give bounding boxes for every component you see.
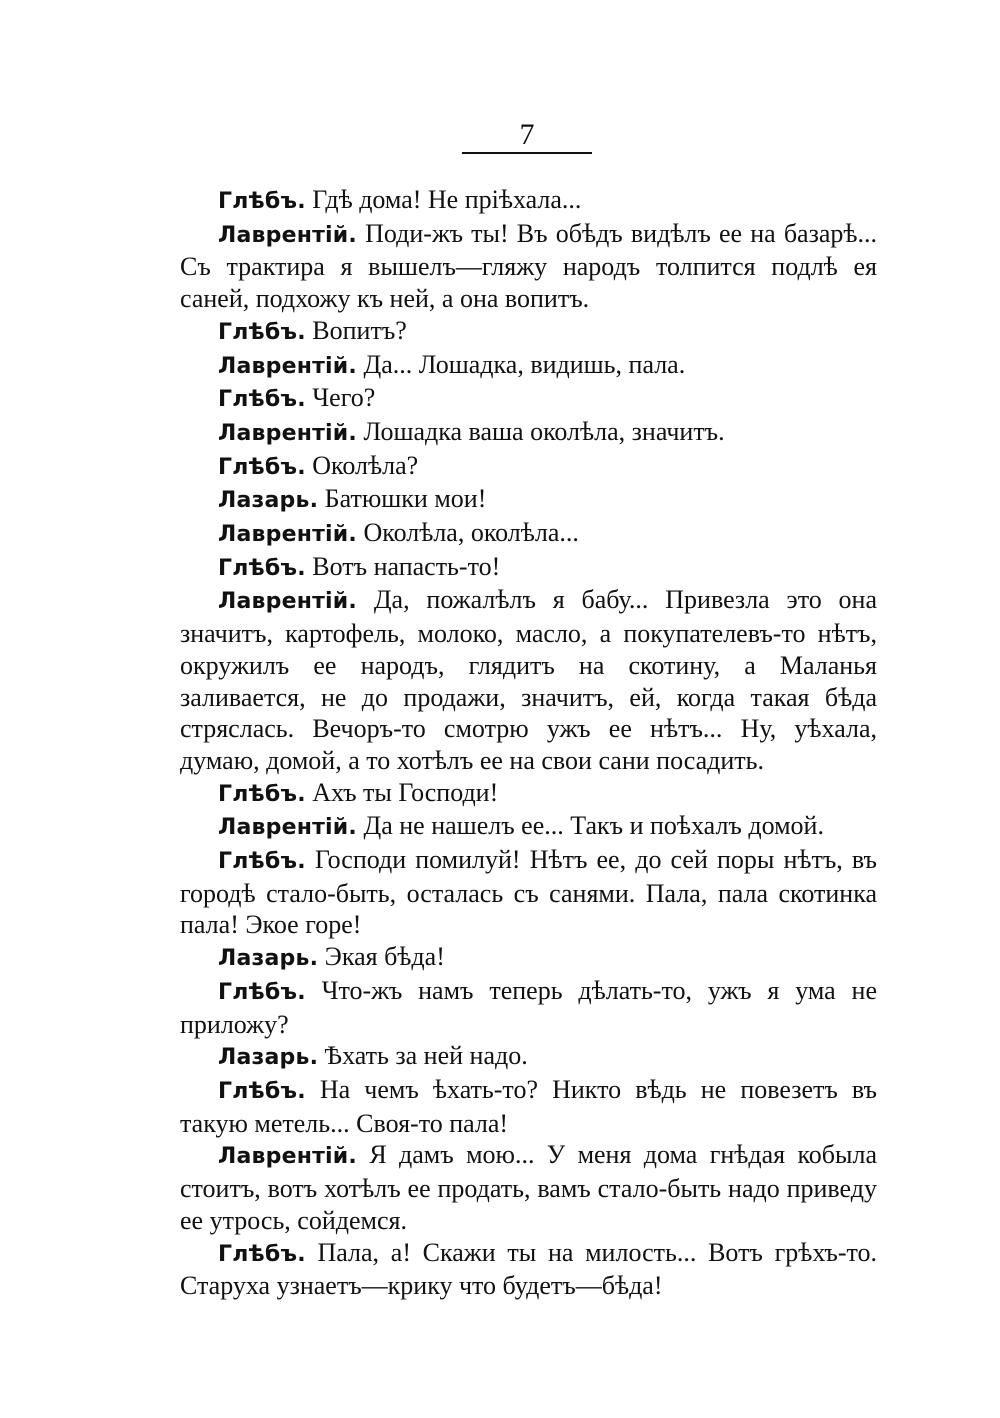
speaker-name: Лаврентій. — [218, 353, 357, 379]
line-text: Да не нашелъ ее... Такъ и поѣхалъ домой. — [363, 811, 824, 841]
line-text: Батюшки мои! — [324, 484, 487, 514]
line-text: Что-жъ намъ теперь дѣлать-то, ужъ я ума не приложу? — [180, 975, 878, 1039]
dialogue-line — [180, 483, 877, 517]
speaker-name: Глѣбъ. — [218, 1078, 306, 1104]
speaker-name: Глѣбъ. — [218, 189, 306, 214]
speaker-name: Глѣбъ. — [218, 979, 306, 1005]
line-text: Чего? — [312, 383, 376, 413]
line-text: Экая бѣда! — [324, 942, 445, 972]
line-text: На чемъ ѣхать-то? Никто вѣдь не повезетъ въ такую метель... Своя-то пала! — [180, 1074, 878, 1138]
dialogue-text — [180, 184, 877, 1302]
speaker-name: Глѣбъ. — [218, 319, 306, 345]
dialogue-line — [180, 584, 877, 776]
line-text: Ахъ ты Господи! — [312, 777, 499, 807]
speaker-name: Лаврентій. — [218, 1144, 357, 1170]
dialogue-line — [180, 218, 877, 315]
speaker-name: Глѣбъ. — [218, 555, 306, 581]
dialogue-line — [180, 551, 877, 585]
dialogue-line — [180, 1237, 877, 1302]
speaker-name: Глѣбъ. — [218, 1241, 306, 1267]
speaker-name: Лазарь. — [218, 946, 319, 972]
speaker-name: Лаврентій. — [218, 815, 357, 841]
speaker-name: Лазарь. — [218, 1045, 319, 1071]
dialogue-line — [180, 975, 877, 1040]
dialogue-line — [180, 810, 877, 844]
dialogue-line — [180, 941, 877, 975]
dialogue-line — [180, 1139, 877, 1236]
line-text: Поди-жъ ты! Въ обѣдъ видѣлъ ее на базарѣ... Съ трактира я вышелъ—гляжу народъ толпится подлѣ ея саней, подхожу къ ней, а она вопитъ. — [180, 218, 878, 314]
line-text: Я дамъ мою... У меня дома гнѣдая кобыла стоитъ, вотъ хотѣлъ ее продать, вамъ стало-быть надо приведу ее утрось, сойдемся. — [180, 1140, 877, 1235]
dialogue-line — [180, 349, 877, 383]
line-text: Да, пожалѣлъ я бабу... Привезла это она значитъ, картофель, молоко, масло, а покупателевъ-то нѣтъ, окружилъ ее народъ, глядитъ на скотину, а Маланья заливается, не до продажи, значитъ, ей, когда такая бѣда стряслась. Вечоръ-то смотрю ужъ ее нѣтъ... Ну, уѣхала, думаю, домой, а то хотѣлъ ее на свои сани посадить. — [180, 585, 877, 775]
line-text: Господи помилуй! Нѣтъ ее, до сей поры нѣтъ, въ городѣ стало-быть, осталась съ санями. Пала, пала скотинка пала! Экое горе! — [180, 845, 877, 940]
speaker-name: Лаврентій. — [218, 589, 357, 615]
line-text: Лошадка ваша околѣла, значитъ. — [363, 416, 725, 446]
line-text: Ѣхать за ней надо. — [324, 1041, 528, 1071]
line-text: Околѣла? — [312, 450, 419, 480]
dialogue-line — [180, 416, 877, 450]
page-number: 7 — [519, 118, 535, 151]
speaker-name: Лаврентій. — [218, 222, 357, 248]
dialogue-line — [180, 450, 877, 484]
speaker-name: Лазарь. — [218, 488, 319, 514]
speaker-name: Лаврентій. — [218, 420, 357, 446]
page-number-rule — [462, 152, 592, 154]
dialogue-line — [180, 315, 877, 349]
dialogue-line — [180, 184, 877, 218]
dialogue-line — [180, 382, 877, 416]
line-text: Гдѣ дома! Не пріѣхала... — [312, 185, 582, 214]
dialogue-line — [180, 517, 877, 551]
line-text: Вотъ напасть-то! — [312, 551, 501, 581]
line-text: Пала, а! Скажи ты на милость... Вотъ грѣхъ-то. Старуха узнаетъ—крику что будетъ—бѣда! — [180, 1237, 877, 1301]
line-text: Околѣла, околѣла... — [363, 518, 579, 548]
line-text: Вопитъ? — [312, 315, 407, 345]
speaker-name: Глѣбъ. — [218, 849, 306, 875]
dialogue-line — [180, 844, 877, 941]
dialogue-line — [180, 1040, 877, 1074]
line-text: Да... Лошадка, видишь, пала. — [363, 349, 686, 379]
speaker-name: Глѣбъ. — [218, 387, 306, 413]
dialogue-line — [180, 1074, 877, 1139]
speaker-name: Глѣбъ. — [218, 454, 306, 480]
speaker-name: Глѣбъ. — [218, 781, 306, 807]
speaker-name: Лаврентій. — [218, 522, 357, 548]
dialogue-line — [180, 777, 877, 811]
